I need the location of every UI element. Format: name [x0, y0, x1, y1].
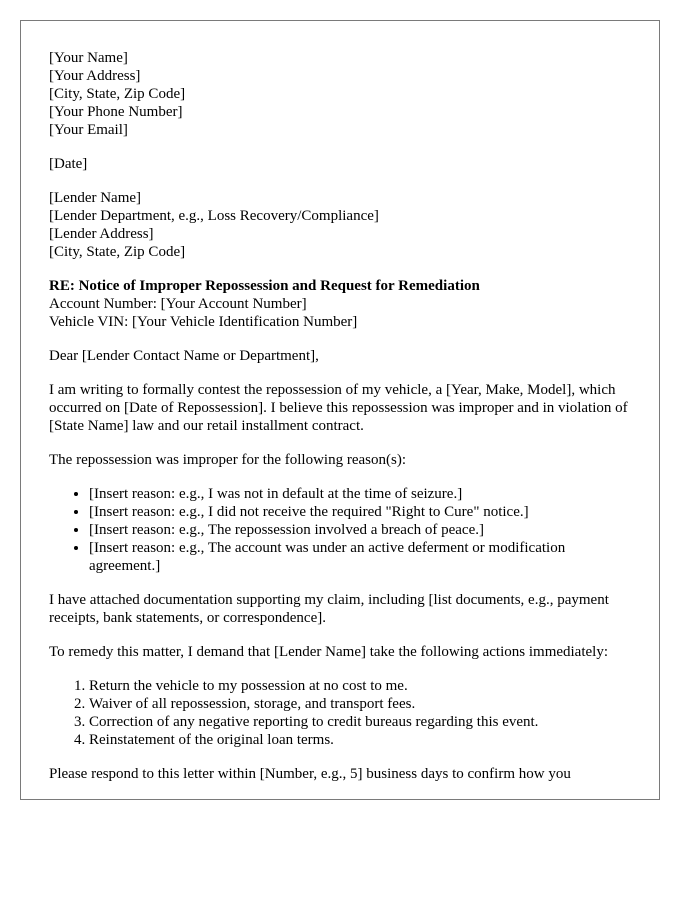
- remedy-item: 3. Correction of any negative reporting to credit bureaus regarding this event.: [89, 713, 639, 731]
- reason-item: • [Insert reason: e.g., The account was under an active deferment or modification agreement.]: [89, 539, 639, 575]
- reason-item: • [Insert reason: e.g., I did not receive the required "Right to Cure" notice.]: [89, 503, 639, 521]
- subject-block: [49, 277, 639, 331]
- letter-page: [20, 20, 660, 800]
- sender-address: [Your Address]: [49, 68, 141, 84]
- reasons-intro: The repossession was improper for the following reason(s):: [49, 452, 406, 468]
- sender-block: [49, 49, 639, 139]
- salutation: Dear [Lender Contact Name or Department],: [49, 348, 319, 364]
- subject-re-line: RE: Notice of Improper Repossession and Request for Remediation: [49, 278, 480, 294]
- sender-phone: [Your Phone Number]: [49, 104, 183, 120]
- reason-item: • [Insert reason: e.g., The repossession involved a breach of peace.]: [89, 521, 639, 539]
- reason-item: • [Insert reason: e.g., I was not in default at the time of seizure.]: [89, 485, 639, 503]
- date-block: [49, 155, 639, 173]
- remedy-item: 1. Return the vehicle to my possession at no cost to me.: [89, 677, 639, 695]
- remedies-list: [49, 677, 639, 749]
- recipient-address: [Lender Address]: [49, 226, 154, 242]
- letter-date: [Date]: [49, 156, 88, 172]
- documentation-paragraph: I have attached documentation supporting my claim, including [list documents, e.g., payment receipts, bank statements, or correspondence].: [49, 592, 609, 626]
- vehicle-vin: Vehicle VIN: [Your Vehicle Identification Number]: [49, 314, 358, 330]
- sender-city-state-zip: [City, State, Zip Code]: [49, 86, 186, 102]
- recipient-name: [Lender Name]: [49, 190, 142, 206]
- closing-paragraph: Please respond to this letter within [Number, e.g., 5] business days to confirm how you: [49, 766, 571, 782]
- sender-email: [Your Email]: [49, 122, 128, 138]
- account-number: Account Number: [Your Account Number]: [49, 296, 307, 312]
- letter-content: [49, 49, 639, 799]
- recipient-block: [49, 189, 639, 261]
- sender-name: [Your Name]: [49, 50, 128, 66]
- recipient-department: [Lender Department, e.g., Loss Recovery/Compliance]: [49, 208, 379, 224]
- intro-paragraph: I am writing to formally contest the repossession of my vehicle, a [Year, Make, Model], which occurred on [Date of Repossession]. I believe this repossession was improper and in violation of [State Name] law and our retail installment contract.: [49, 382, 628, 434]
- remedy-item: 4. Reinstatement of the original loan terms.: [89, 731, 639, 749]
- remedy-intro: To remedy this matter, I demand that [Lender Name] take the following actions immediately:: [49, 644, 608, 660]
- remedy-item: 2. Waiver of all repossession, storage, and transport fees.: [89, 695, 639, 713]
- reasons-list: [49, 485, 639, 575]
- recipient-city-state-zip: [City, State, Zip Code]: [49, 244, 186, 260]
